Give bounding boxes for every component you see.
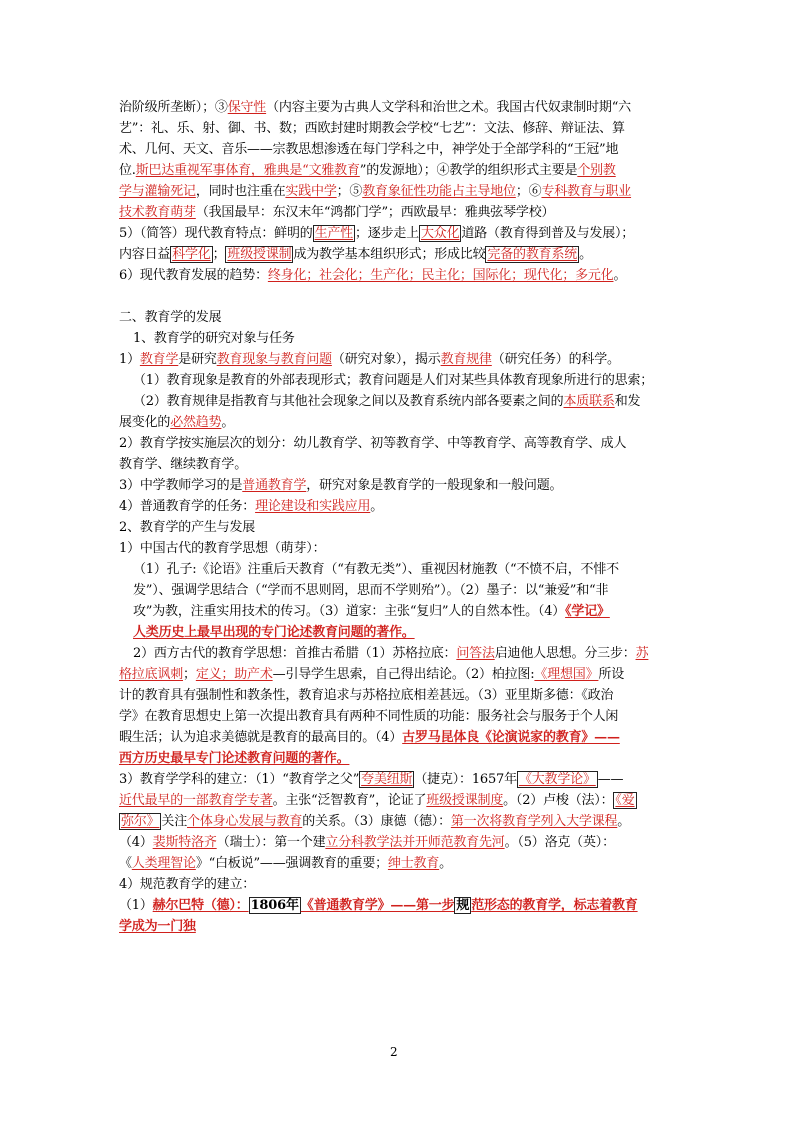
highlighted-term: 绅士教育	[387, 856, 440, 871]
text-segment: 内容日益	[119, 247, 171, 262]
text-segment: —引导学生思索，自己得出结论。（2）柏拉图:	[272, 667, 535, 682]
highlighted-term: 《爱	[615, 793, 635, 808]
text-line	[119, 244, 679, 265]
highlighted-term: 教育现象与教育问题	[216, 352, 332, 367]
text-segment: 。主张“泛智教育”，论证了	[272, 793, 427, 808]
text-segment: 关注	[161, 814, 188, 829]
text-segment: （2）教育规律是指教育与其他社会现象之间以及教育系统内部各要素之间的	[133, 394, 564, 409]
text-segment: 的关系。（3）康德（德）：	[302, 814, 451, 829]
page-number: 2	[390, 1045, 398, 1059]
highlighted-term: 学成为一门独	[119, 919, 196, 934]
text-line	[119, 307, 679, 328]
text-segment: ；	[183, 667, 196, 682]
text-segment: 和发	[614, 394, 641, 409]
text-segment: 展变化的	[119, 415, 171, 430]
text-line	[119, 832, 679, 853]
text-line	[119, 811, 679, 832]
highlighted-term: 实践中学	[285, 184, 337, 199]
highlighted-term: 教育规律	[440, 352, 492, 367]
text-segment: 教育学、继续教育学。	[119, 457, 248, 472]
text-line	[133, 328, 693, 349]
text-segment: （捷克）：1657年	[414, 772, 517, 787]
text-segment: 暇生活；认为追求美德就是教育的最高目的。（4）	[119, 730, 403, 745]
highlighted-term: 西方历史最早专门论述教育问题的著作。	[119, 751, 350, 766]
text-segment: 。	[370, 499, 384, 514]
highlighted-term: 《大教学论》	[518, 772, 596, 787]
text-segment: ；⑤	[336, 184, 363, 199]
highlighted-term: 斯巴达重视军事体育，雅典是“文雅教育	[135, 163, 360, 178]
text-segment: 。	[439, 856, 452, 871]
highlighted-term: 理论建设和实践应用	[255, 499, 371, 514]
highlighted-term: 人类历史上最早出现的专门论述教育问题的著作。	[133, 625, 415, 640]
text-line	[133, 559, 693, 580]
text-line	[133, 580, 693, 601]
text-segment: 计的教育具有强制性和教条性，教育追求与苏格拉底相差甚远。（3）亚里斯多德：《政治	[119, 688, 614, 703]
text-segment: 3）教育学学科的建立：（1）“教育学之父”	[119, 772, 360, 787]
text-line	[119, 97, 679, 118]
text-line	[119, 181, 679, 202]
text-segment: （1）孔子:《论语》注重后天教育（“有教无类”）、重视因材施教（“不愤不启，不悱不	[133, 562, 619, 577]
highlighted-term: 大众化	[421, 226, 460, 241]
text-segment: （4）	[119, 835, 153, 850]
text-segment: ；逐步走上	[354, 226, 419, 241]
text-line	[119, 664, 679, 685]
text-line	[119, 727, 679, 748]
text-segment: 治阶级所垄断）；③	[119, 100, 228, 115]
highlighted-term: 问答法	[456, 646, 495, 661]
highlighted-term: 个别教	[577, 163, 616, 178]
text-line	[133, 601, 693, 622]
highlighted-term: 古罗马昆体良	[402, 730, 479, 745]
text-segment: 学》在教育思想史上第一次提出教育具有两种不同性质的功能：服务社会与服务于个人闲	[119, 709, 619, 724]
highlighted-term: 保守性	[227, 100, 267, 115]
highlighted-term: 本质联系	[563, 394, 615, 409]
text-segment: （研究任务）的科学。	[491, 352, 620, 367]
text-segment: 启迪他人思想。分三步：	[494, 646, 636, 661]
text-line	[119, 706, 679, 727]
text-segment: 。	[221, 415, 235, 430]
text-line	[119, 118, 679, 139]
highlighted-term: 夸美纽斯	[361, 772, 413, 787]
text-segment: （1）	[119, 898, 153, 913]
text-segment: ，同时也注重在	[195, 184, 286, 199]
text-segment: （瑞士）：第一个建	[216, 835, 326, 850]
highlighted-term: 范形态的教育学，标志着教育	[471, 898, 638, 913]
highlighted-term: 1806年	[250, 898, 299, 913]
text-segment: ”的发源地）；④教学的组织形式主要是	[359, 163, 578, 178]
text-segment: （1）教育现象是教育的外部表现形式；教育问题是人们对某些具体教育现象所进行的思索；	[133, 373, 654, 388]
text-line	[119, 265, 679, 286]
text-segment: 艺”：礼、乐、射、御、书、数；西欧封建时期教会学校“七艺”：文法、修辞、辩证法、算	[119, 121, 625, 136]
highlighted-term: 定义；助产术	[195, 667, 273, 682]
text-line	[119, 160, 679, 181]
text-line	[119, 349, 679, 370]
text-segment: 攻”为教，注重实用技术的传习。（3）道家：主张“复归”人的自然本性。（4）	[133, 604, 566, 619]
text-segment: （我国最早：东汉末年“鸿都门学”；西欧最早：雅典弦琴学校）	[195, 205, 555, 220]
text-segment: 4）普通教育学的任务：	[119, 499, 256, 514]
highlighted-term: 班级授课制度	[426, 793, 504, 808]
highlighted-term: 人类理智论	[131, 856, 196, 871]
text-segment: 3）中学教师学习的是	[119, 478, 243, 493]
text-segment: 1）	[119, 352, 140, 367]
highlighted-term: 《学记》	[565, 604, 610, 619]
text-segment: ；	[212, 247, 226, 262]
text-segment: 。	[617, 814, 631, 829]
text-segment: ；⑥	[515, 184, 542, 199]
text-line	[119, 496, 679, 517]
highlighted-term: 专科教育与职业	[541, 184, 632, 199]
text-line	[119, 769, 679, 790]
highlighted-term: 规	[456, 898, 470, 913]
text-segment: 所设	[598, 667, 625, 682]
text-segment: 《	[119, 856, 132, 871]
text-segment: 2）西方古代的教育学思想：首推古希腊（1）苏格拉底：	[133, 646, 457, 661]
highlighted-term: 苏	[635, 646, 649, 661]
text-segment: 6）现代教育发展的趋势：	[119, 268, 268, 283]
text-line	[133, 391, 693, 412]
text-segment: 》“白板说”——强调教育的重要；	[195, 856, 388, 871]
highlighted-term: 终身化；社会化；生产化；民主化；国际化；现代化；多元化	[267, 268, 614, 283]
text-line	[119, 412, 679, 433]
highlighted-term: 近代最早的一部教育学专著	[119, 793, 273, 808]
text-segment: （内容主要为古典人文学科和治世之术。我国古代奴隶制时期“六	[266, 100, 631, 115]
text-segment: 。（5）洛克（英）：	[504, 835, 615, 850]
text-segment: 2）教育学按实施层次的划分：幼儿教育学、初等教育学、中等教育学、高等教育学、成人	[119, 436, 627, 451]
highlighted-term: 班级授课制	[227, 247, 292, 262]
text-line	[133, 643, 693, 664]
highlighted-term: 赫尔巴特（德）：	[152, 898, 249, 913]
highlighted-term: 学与灌输死记	[119, 184, 196, 199]
text-segment: 二、教育学的发展	[119, 310, 222, 325]
text-line	[119, 454, 679, 475]
text-line	[119, 223, 679, 244]
highlighted-term: 技术教育萌芽	[119, 205, 196, 220]
highlighted-term: 必然趋势	[170, 415, 222, 430]
text-segment: 位.	[119, 163, 136, 178]
highlighted-term: 弥尔》	[121, 814, 160, 829]
highlighted-term: 《论演说家的教育》——	[478, 730, 620, 745]
text-line	[119, 475, 679, 496]
text-segment: 成为教学基本组织形式；形成比较	[293, 247, 486, 262]
text-line	[119, 538, 679, 559]
highlighted-term: 科学化	[172, 247, 211, 262]
highlighted-term: 完备的教育系统	[487, 247, 578, 262]
text-line	[133, 370, 693, 391]
highlighted-term: 裴斯特洛齐	[152, 835, 217, 850]
text-line	[119, 202, 679, 223]
text-line	[119, 895, 679, 916]
text-line	[119, 139, 679, 160]
text-segment: （研究对象），揭示	[331, 352, 441, 367]
text-line	[119, 916, 679, 937]
text-segment: ，研究对象是教育学的一般现象和一般问题。	[306, 478, 563, 493]
text-segment: 。（2）卢梭（法）：	[503, 793, 614, 808]
text-line	[119, 790, 679, 811]
text-segment: 1、教育学的研究对象与任务	[133, 331, 295, 346]
text-line	[119, 853, 679, 874]
highlighted-term: 普通教育学	[242, 478, 307, 493]
text-segment: 术、几何、天文、音乐——宗教思想渗透在每门学科之中，神学处于全部学科的“王冠”地	[119, 142, 619, 157]
text-segment: ——	[597, 772, 624, 787]
text-line	[119, 685, 679, 706]
highlighted-term: 《普通教育学》——第一步	[300, 898, 455, 913]
highlighted-term: 个体身心发展与教育	[187, 814, 303, 829]
text-line	[119, 433, 679, 454]
text-line	[119, 874, 679, 895]
text-line	[119, 748, 679, 769]
text-segment: 道路（教育得到普及与发展）；	[461, 226, 635, 241]
highlighted-term: 《理想国》	[534, 667, 599, 682]
text-segment: 。	[613, 268, 627, 283]
highlighted-term: 教育象征性功能占主导地位	[362, 184, 516, 199]
text-segment: 发”）、强调学思结合（“学而不思则罔，思而不学则殆”）。（2）墨子：以“兼爱”和“非	[133, 583, 609, 598]
text-segment: 是研究	[178, 352, 217, 367]
text-segment: 。	[579, 247, 592, 262]
text-segment: 5）（简答）现代教育特点：鲜明的	[119, 226, 313, 241]
text-segment: 2、教育学的产生与发展	[119, 520, 256, 535]
text-segment: 1）中国古代的教育学思想（萌芽）：	[119, 541, 326, 556]
highlighted-term: 教育学	[139, 352, 179, 367]
highlighted-term: 立分科教学法并开师范教育先河	[325, 835, 505, 850]
highlighted-term: 格拉底讽刺	[119, 667, 184, 682]
text-segment: 4）规范教育学的建立：	[119, 877, 256, 892]
highlighted-term: 生产性	[314, 226, 353, 241]
highlighted-term: 第一次将教育学列入大学课程	[450, 814, 618, 829]
text-line	[119, 517, 679, 538]
text-line	[133, 622, 693, 643]
